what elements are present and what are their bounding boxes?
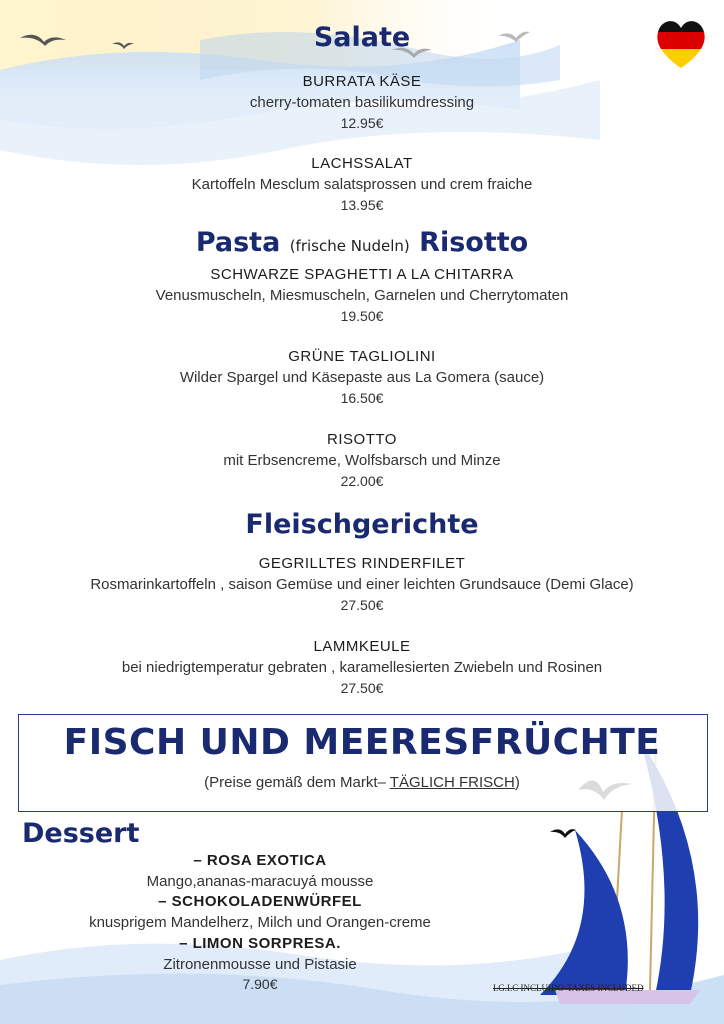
- menu-item-price: 27.50€: [340, 597, 384, 613]
- menu-item-name: GEGRILLTES RINDERFILET: [258, 555, 466, 572]
- menu-item-name: SCHWARZE SPAGHETTI A LA CHITARRA: [210, 266, 514, 283]
- menu-item-name: – LIMON SORPRESA.: [179, 935, 341, 952]
- menu-item-description: cherry-tomaten basilikumdressing: [249, 94, 475, 111]
- menu-item-price: 13.95€: [340, 197, 384, 213]
- pasta-heading: [0, 227, 724, 258]
- pasta-title-note: (frische Nudeln): [289, 237, 410, 255]
- menu-item-price: 27.50€: [340, 680, 384, 696]
- menu-item-description: Wilder Spargel und Käsepaste aus La Gomera (sauce): [179, 369, 545, 386]
- fish-note-suffix: ): [514, 774, 520, 791]
- menu-item-description: bei niedrigtemperatur gebraten , karamellesierten Zwiebeln und Rosinen: [121, 659, 603, 676]
- menu-item-price: 19.50€: [340, 308, 384, 324]
- menu-item-description: mit Erbsencreme, Wolfsbarsch und Minze: [223, 452, 501, 469]
- fish-note-daily-fresh: TÄGLICH FRISCH: [389, 774, 515, 791]
- fleisch-heading: Fleischgerichte: [245, 509, 479, 540]
- menu-item-description: knusprigem Mandelherz, Milch und Orangen-creme: [89, 914, 431, 931]
- menu-item-name: – SCHOKOLADENWÜRFEL: [158, 893, 362, 910]
- menu-item-description: Mango,ananas-maracuyá mousse: [146, 873, 374, 890]
- tax-note: I.G.I.C INCLUIDO-TAXES INCLUDED: [493, 983, 644, 993]
- menu-item-name: – ROSA EXOTICA: [193, 852, 327, 869]
- dessert-heading: Dessert: [22, 818, 140, 849]
- fish-note-prefix: (Preise gemäß dem Markt–: [204, 774, 390, 791]
- menu-item-price: 22.00€: [340, 473, 384, 489]
- menu-item-description: Rosmarinkartoffeln , saison Gemüse und einer leichten Grundsauce (Demi Glace): [90, 576, 634, 593]
- menu-item-description: Kartoffeln Mesclum salatsprossen und crem fraiche: [191, 176, 533, 193]
- fish-heading: FISCH UND MEERESFRÜCHTE: [63, 722, 661, 763]
- menu-item-name: LAMMKEULE: [313, 638, 411, 655]
- menu-item-name: LACHSSALAT: [311, 155, 413, 172]
- dessert-price: 7.90€: [242, 976, 278, 992]
- menu-item-name: GRÜNE TAGLIOLINI: [288, 348, 436, 365]
- pasta-title: Pasta: [195, 227, 281, 258]
- menu-item-name: RISOTTO: [327, 431, 397, 448]
- menu-item-description: Zitronenmousse und Pistasie: [163, 956, 357, 973]
- fish-price-note: [0, 774, 724, 791]
- menu-item-price: 12.95€: [340, 115, 384, 131]
- salate-heading: Salate: [313, 22, 411, 53]
- menu-item-name: BURRATA KÄSE: [302, 73, 422, 90]
- menu-item-price: 16.50€: [340, 390, 384, 406]
- menu-item-description: Venusmuscheln, Miesmuscheln, Garnelen und Cherrytomaten: [155, 287, 569, 304]
- risotto-title: Risotto: [419, 227, 529, 258]
